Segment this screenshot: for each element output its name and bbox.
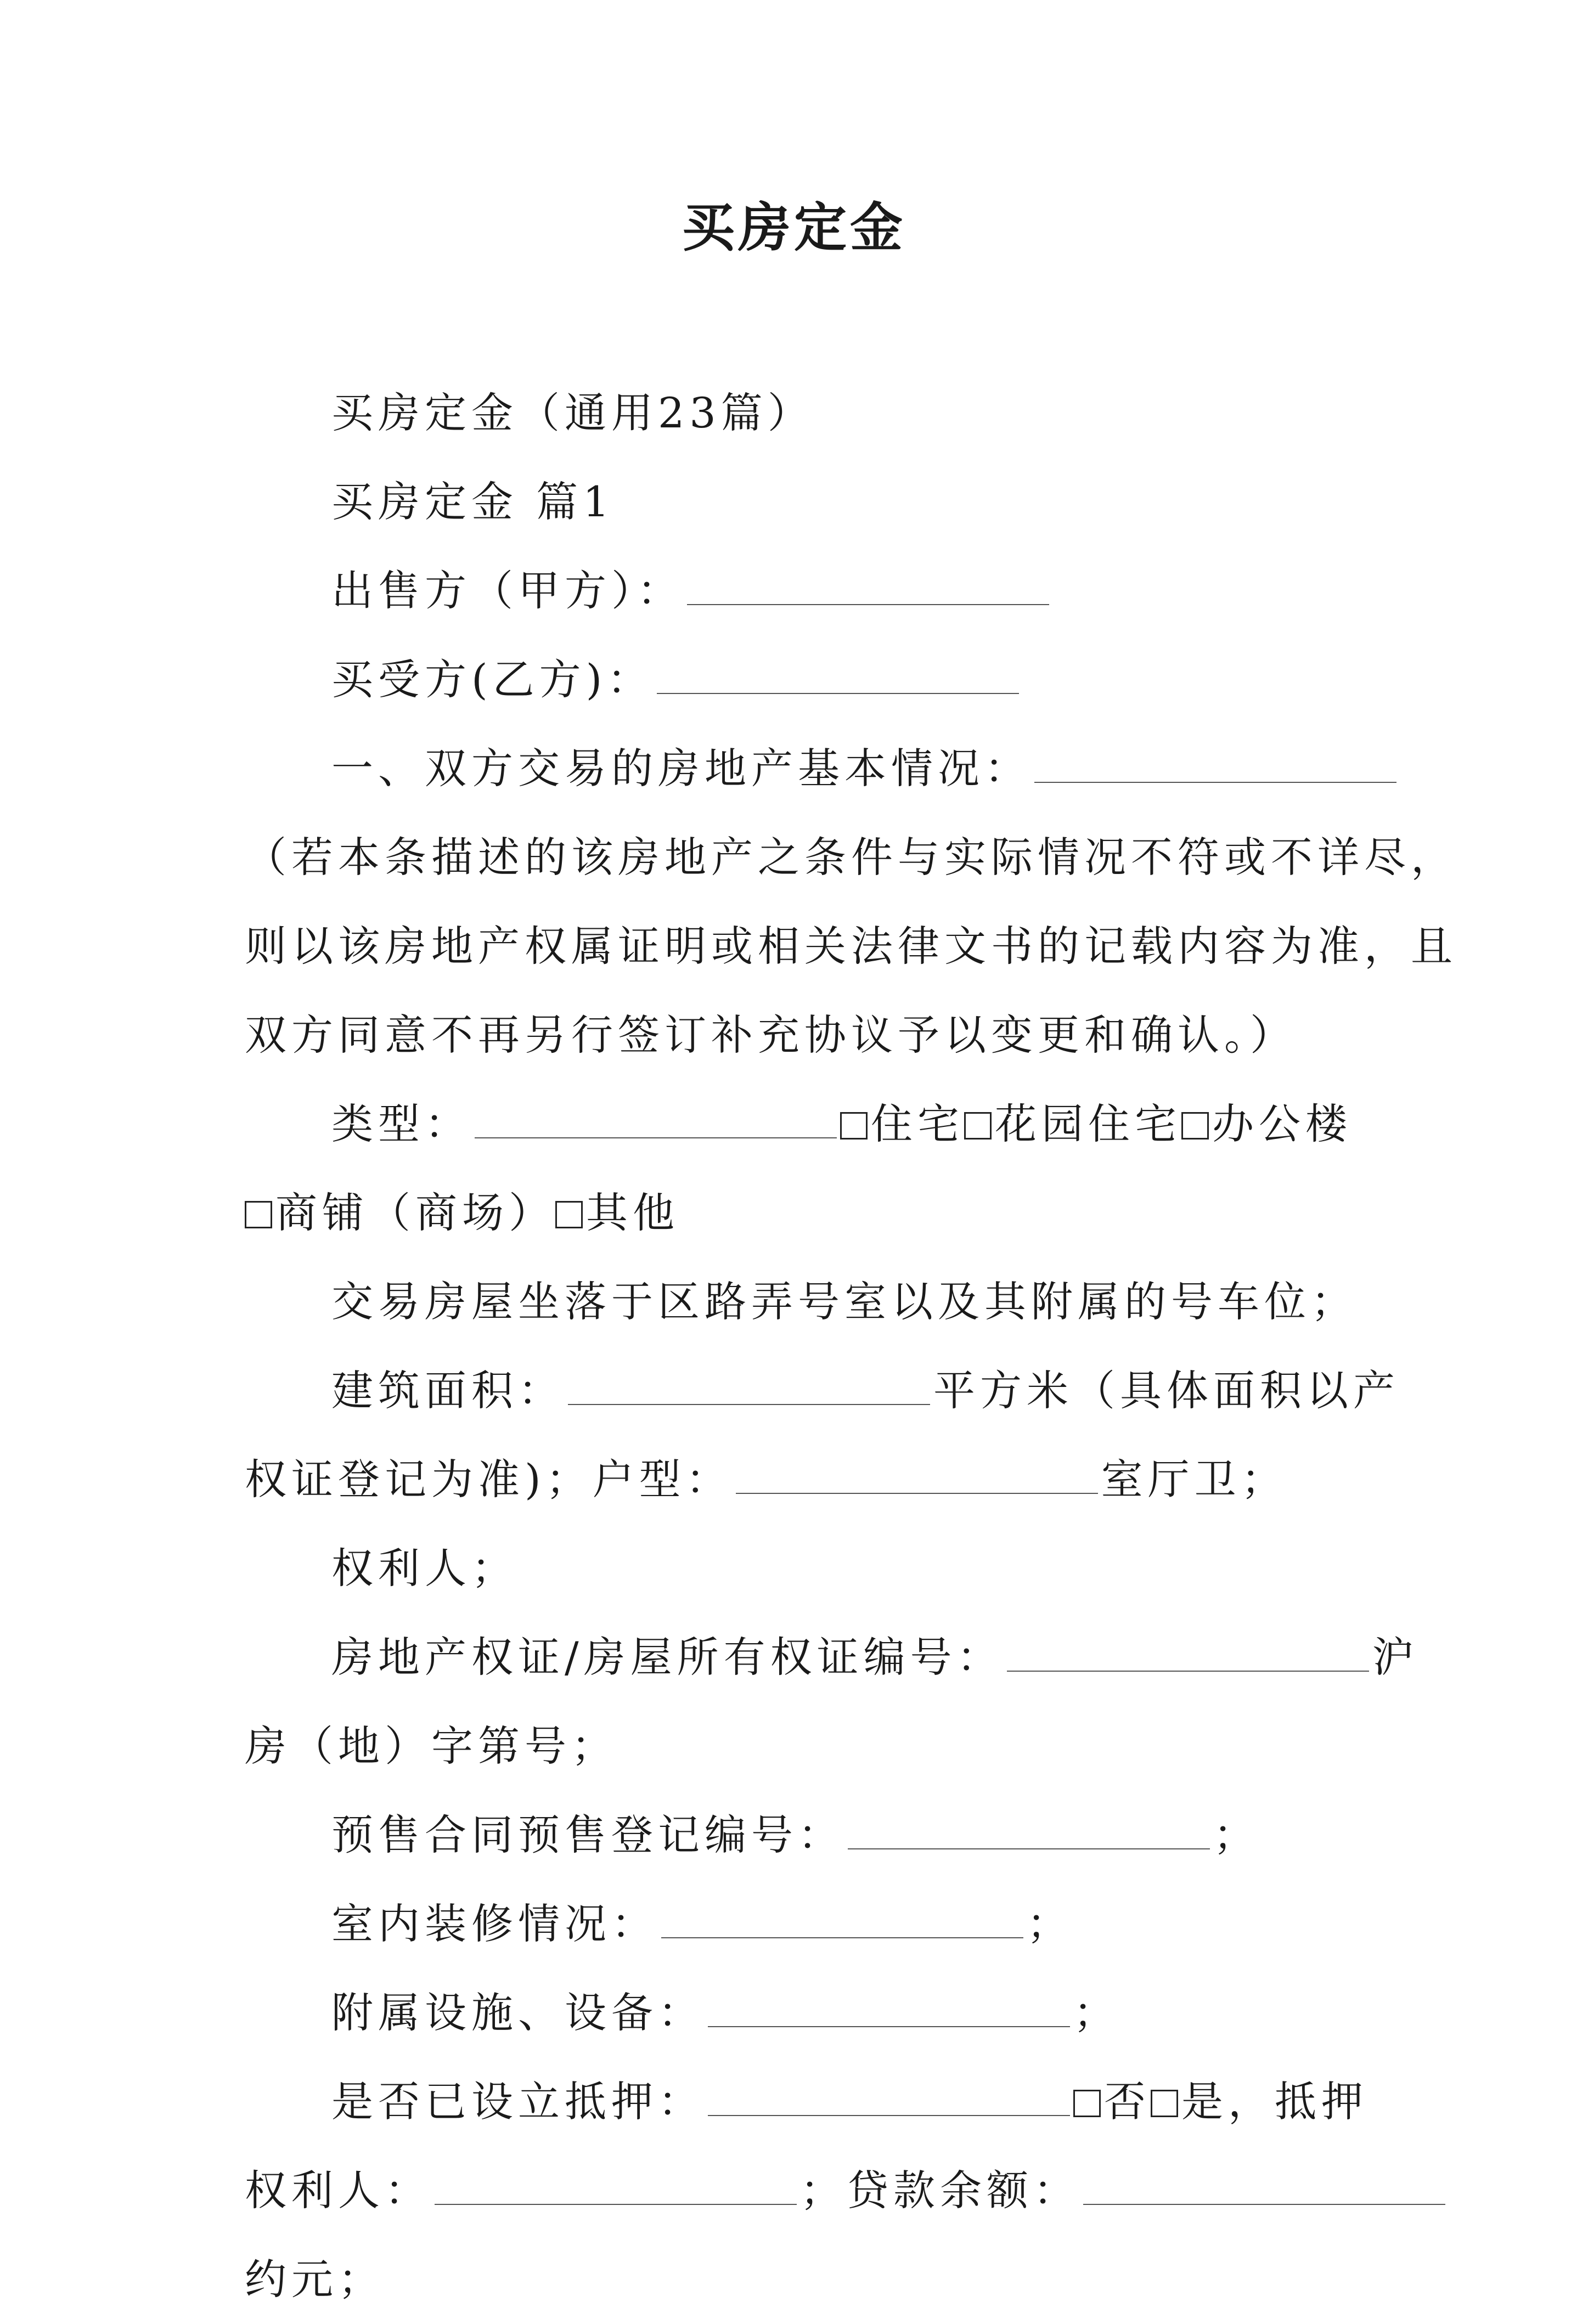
presale-label: 预售合同预售登记编号： [331, 1810, 844, 1859]
facilities-label: 附属设施、设备： [331, 1988, 705, 2037]
area-line [245, 1346, 1400, 1435]
mortgage-line [245, 2057, 1368, 2146]
loan-balance-label: ；贷款余额： [800, 2166, 1080, 2215]
presale-line [245, 1791, 1348, 1880]
section-heading: 买房定金 篇1 [331, 477, 615, 526]
decoration-label: 室内装修情况： [331, 1899, 658, 1948]
checkbox-icon [245, 1201, 272, 1228]
certificate-line-2: 房（地）字第号； [245, 1722, 618, 1770]
option-other: 其他 [586, 1188, 679, 1237]
presale-blank [848, 1814, 1210, 1849]
seller-line [245, 546, 1348, 635]
paragraph-line: （若本条描述的该房地产之条件与实际情况不符或不详尽， [245, 833, 1457, 882]
mortgagee-blank [435, 2170, 797, 2205]
certificate-line [245, 1613, 1419, 1702]
certificate-suffix: 沪 [1372, 1633, 1419, 1682]
decoration-line [245, 1880, 1348, 1968]
area-label: 建筑面积： [331, 1366, 565, 1415]
type-line [245, 1080, 1352, 1169]
checkbox-icon [840, 1112, 868, 1140]
property-basic-blank [1034, 748, 1396, 783]
location-line: 交易房屋坐落于区路弄号室以及其附属的号车位； [331, 1277, 1358, 1326]
option-shop: 商铺（商场） [275, 1188, 555, 1237]
subtitle: 买房定金（通用23篇） [331, 388, 814, 437]
option-yes: 是，抵押 [1181, 2077, 1368, 2126]
decoration-blank [661, 1903, 1023, 1938]
type-label: 类型： [331, 1099, 471, 1148]
document-body [245, 369, 1457, 2324]
mortgage-blank [708, 2081, 1070, 2116]
checkbox-icon [1073, 2090, 1101, 2117]
option-office: 办公楼 [1212, 1099, 1352, 1148]
layout-label: 权证登记为准)；户型： [245, 1455, 733, 1504]
facilities-blank [708, 1992, 1070, 2027]
option-residence: 住宅 [871, 1099, 964, 1148]
property-basic-line [245, 724, 1348, 813]
certificate-label: 房地产权证/房屋所有权证编号： [331, 1633, 1004, 1682]
paragraph-line: 双方同意不再另行签订补充协议予以变更和确认。） [245, 1011, 1297, 1059]
buyer-blank [657, 659, 1019, 694]
paragraph-line: 则以该房地产权属证明或相关法律文书的记载内容为准，且 [245, 922, 1457, 971]
area-unit: 平方米（具体面积以产 [933, 1366, 1400, 1415]
type-line-2 [245, 1169, 1348, 1257]
buyer-label: 买受方(乙方)： [331, 655, 654, 704]
checkbox-icon [555, 1201, 583, 1228]
document-title: 买房定金 [682, 197, 906, 258]
layout-blank [736, 1459, 1098, 1494]
semicolon: ； [1213, 1810, 1260, 1859]
mortgagee-label: 权利人： [245, 2166, 431, 2215]
checkbox-icon [964, 1112, 992, 1140]
type-blank [475, 1103, 837, 1138]
amount-line: 约元； [245, 2255, 385, 2304]
layout-line [245, 1435, 1348, 1524]
area-blank [568, 1370, 930, 1405]
option-garden-residence: 花园住宅 [995, 1099, 1181, 1148]
checkbox-icon [1151, 2090, 1178, 2117]
seller-blank [687, 570, 1049, 605]
buyer-line [245, 635, 1348, 724]
layout-unit: 室厅卫； [1101, 1455, 1288, 1504]
seller-label: 出售方（甲方）： [331, 566, 684, 615]
option-no: 否 [1104, 2077, 1151, 2126]
mortgage-label: 是否已设立抵押： [331, 2077, 705, 2126]
loan-balance-blank [1083, 2170, 1445, 2205]
certificate-blank [1007, 1637, 1369, 1672]
owner-line: 权利人； [331, 1544, 518, 1593]
semicolon: ； [1027, 1899, 1073, 1948]
checkbox-icon [1181, 1112, 1209, 1140]
facilities-line [245, 1968, 1348, 2057]
mortgagee-line [245, 2146, 1348, 2235]
property-basic-label: 一、双方交易的房地产基本情况： [331, 744, 1031, 793]
semicolon: ； [1073, 1988, 1120, 2037]
